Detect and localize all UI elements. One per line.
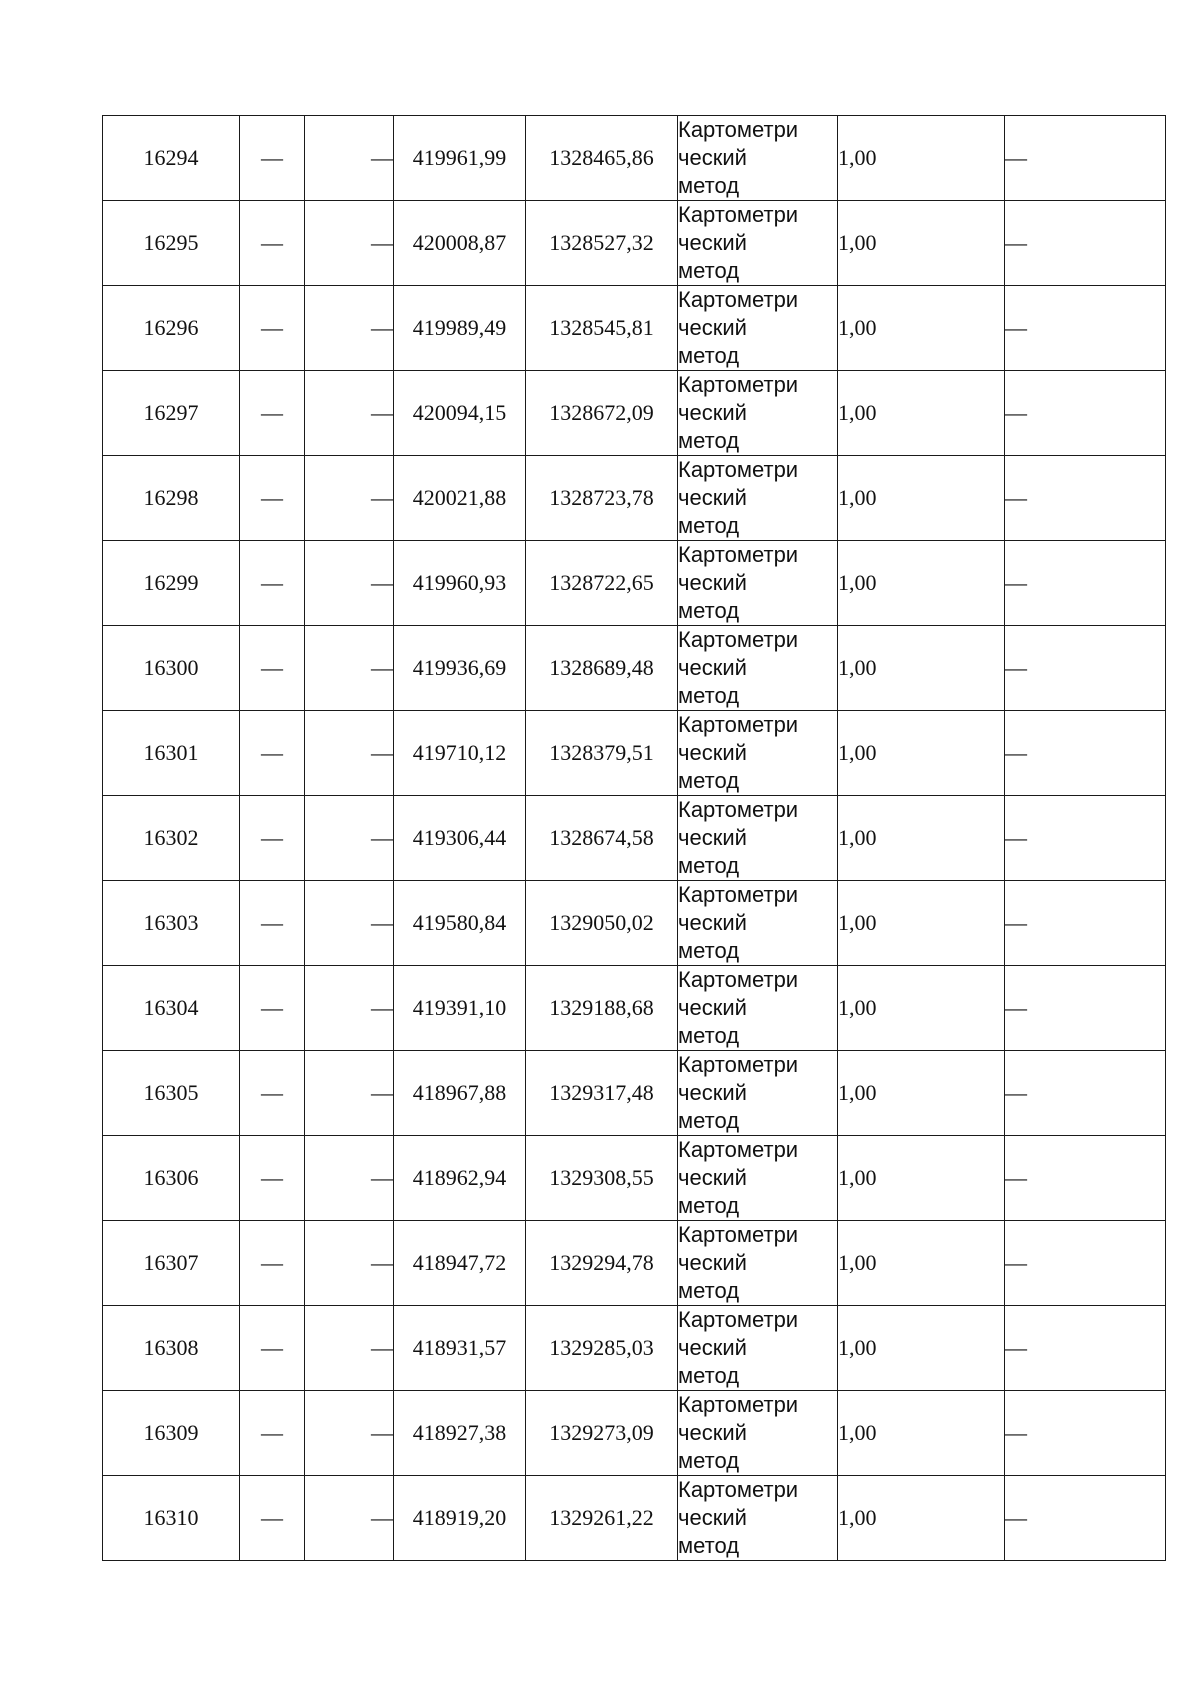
x-coordinate-cell: [394, 116, 526, 201]
table-row: [103, 1476, 1166, 1561]
dash-mark-1: —: [261, 570, 283, 595]
method-text: Картометри ческий метод: [678, 1222, 799, 1303]
note-dash: —: [1005, 1505, 1027, 1530]
x-coordinate: 419960,93: [412, 570, 507, 595]
x-coordinate-cell: [394, 626, 526, 711]
dash-mark-1: —: [261, 1080, 283, 1105]
method-cell: [678, 456, 838, 541]
x-coordinate-cell: [394, 1051, 526, 1136]
method-cell: [678, 626, 838, 711]
x-coordinate: 418927,38: [412, 1420, 507, 1445]
dash-mark-2: —: [371, 570, 393, 595]
table-row: [103, 116, 1166, 201]
accuracy-value: 1,00: [838, 485, 877, 510]
note-cell: [1005, 1136, 1166, 1221]
x-coordinate: 419710,12: [412, 740, 507, 765]
empty-value-cell-1: [240, 1051, 305, 1136]
y-coordinate-cell: [526, 1051, 678, 1136]
accuracy-value: 1,00: [838, 400, 877, 425]
x-coordinate-cell: [394, 1221, 526, 1306]
y-coordinate: 1328722,65: [549, 570, 654, 595]
empty-value-cell-2: [305, 286, 394, 371]
x-coordinate-cell: [394, 286, 526, 371]
y-coordinate-cell: [526, 541, 678, 626]
method-cell: [678, 116, 838, 201]
y-coordinate: 1329188,68: [549, 995, 654, 1020]
point-number: 16308: [143, 1335, 199, 1360]
y-coordinate-cell: [526, 456, 678, 541]
table-body: [103, 116, 1166, 1561]
point-number-cell: [103, 116, 240, 201]
method-cell: [678, 711, 838, 796]
note-dash: —: [1005, 1420, 1027, 1445]
empty-value-cell-2: [305, 1221, 394, 1306]
note-dash: —: [1005, 1165, 1027, 1190]
accuracy-value: 1,00: [838, 230, 877, 255]
accuracy-cell: [838, 116, 1005, 201]
point-number-cell: [103, 201, 240, 286]
dash-mark-2: —: [371, 1080, 393, 1105]
y-coordinate: 1329285,03: [549, 1335, 654, 1360]
empty-value-cell-2: [305, 966, 394, 1051]
method-text: Картометри ческий метод: [678, 1477, 799, 1558]
empty-value-cell-1: [240, 1476, 305, 1561]
method-cell: [678, 1221, 838, 1306]
empty-value-cell-2: [305, 1476, 394, 1561]
dash-mark-2: —: [371, 315, 393, 340]
dash-mark-1: —: [261, 740, 283, 765]
empty-value-cell-2: [305, 456, 394, 541]
accuracy-value: 1,00: [838, 1505, 877, 1530]
point-number: 16295: [143, 230, 199, 255]
empty-value-cell-2: [305, 796, 394, 881]
dash-mark-1: —: [261, 315, 283, 340]
accuracy-cell: [838, 1136, 1005, 1221]
table-row: [103, 371, 1166, 456]
accuracy-cell: [838, 1306, 1005, 1391]
empty-value-cell-1: [240, 1221, 305, 1306]
x-coordinate-cell: [394, 201, 526, 286]
x-coordinate: 420094,15: [412, 400, 507, 425]
accuracy-cell: [838, 711, 1005, 796]
note-cell: [1005, 371, 1166, 456]
accuracy-cell: [838, 1221, 1005, 1306]
dash-mark-2: —: [371, 825, 393, 850]
note-dash: —: [1005, 230, 1027, 255]
point-number-cell: [103, 796, 240, 881]
note-dash: —: [1005, 315, 1027, 340]
method-text: Картометри ческий метод: [678, 1307, 799, 1388]
method-cell: [678, 1136, 838, 1221]
empty-value-cell-1: [240, 881, 305, 966]
point-number: 16297: [143, 400, 199, 425]
y-coordinate-cell: [526, 1221, 678, 1306]
y-coordinate-cell: [526, 796, 678, 881]
accuracy-cell: [838, 456, 1005, 541]
method-cell: [678, 966, 838, 1051]
point-number-cell: [103, 1136, 240, 1221]
note-cell: [1005, 796, 1166, 881]
empty-value-cell-2: [305, 371, 394, 456]
empty-value-cell-1: [240, 286, 305, 371]
method-text: Картометри ческий метод: [678, 1392, 799, 1473]
point-number-cell: [103, 626, 240, 711]
point-number-cell: [103, 371, 240, 456]
method-text: Картометри ческий метод: [678, 797, 799, 878]
empty-value-cell-2: [305, 711, 394, 796]
empty-value-cell-2: [305, 541, 394, 626]
y-coordinate: 1328465,86: [549, 145, 654, 170]
x-coordinate: 419989,49: [412, 315, 507, 340]
point-number: 16310: [143, 1505, 199, 1530]
table-row: [103, 881, 1166, 966]
dash-mark-1: —: [261, 1250, 283, 1275]
table-row: [103, 286, 1166, 371]
x-coordinate-cell: [394, 1136, 526, 1221]
dash-mark-2: —: [371, 910, 393, 935]
point-number-cell: [103, 966, 240, 1051]
empty-value-cell-2: [305, 881, 394, 966]
empty-value-cell-1: [240, 626, 305, 711]
accuracy-cell: [838, 626, 1005, 711]
y-coordinate-cell: [526, 1136, 678, 1221]
method-text: Картометри ческий метод: [678, 457, 799, 538]
note-cell: [1005, 966, 1166, 1051]
note-cell: [1005, 201, 1166, 286]
accuracy-value: 1,00: [838, 655, 877, 680]
table-row: [103, 1136, 1166, 1221]
empty-value-cell-1: [240, 371, 305, 456]
accuracy-cell: [838, 881, 1005, 966]
method-cell: [678, 1051, 838, 1136]
y-coordinate: 1328674,58: [549, 825, 654, 850]
empty-value-cell-1: [240, 711, 305, 796]
empty-value-cell-2: [305, 1051, 394, 1136]
dash-mark-2: —: [371, 400, 393, 425]
y-coordinate-cell: [526, 881, 678, 966]
x-coordinate-cell: [394, 456, 526, 541]
method-cell: [678, 1306, 838, 1391]
accuracy-value: 1,00: [838, 825, 877, 850]
y-coordinate: 1328527,32: [549, 230, 654, 255]
method-text: Картометри ческий метод: [678, 1052, 799, 1133]
x-coordinate-cell: [394, 1391, 526, 1476]
empty-value-cell-2: [305, 116, 394, 201]
dash-mark-1: —: [261, 825, 283, 850]
point-number-cell: [103, 1476, 240, 1561]
dash-mark-1: —: [261, 1335, 283, 1360]
accuracy-cell: [838, 541, 1005, 626]
table-row: [103, 541, 1166, 626]
point-number-cell: [103, 456, 240, 541]
x-coordinate: 419961,99: [412, 145, 507, 170]
method-cell: [678, 541, 838, 626]
note-cell: [1005, 626, 1166, 711]
point-number-cell: [103, 1221, 240, 1306]
note-dash: —: [1005, 655, 1027, 680]
point-number: 16304: [143, 995, 199, 1020]
note-cell: [1005, 711, 1166, 796]
accuracy-value: 1,00: [838, 1335, 877, 1360]
y-coordinate-cell: [526, 1306, 678, 1391]
dash-mark-2: —: [371, 1250, 393, 1275]
accuracy-cell: [838, 1391, 1005, 1476]
note-dash: —: [1005, 1335, 1027, 1360]
empty-value-cell-2: [305, 626, 394, 711]
point-number: 16306: [143, 1165, 199, 1190]
dash-mark-1: —: [261, 910, 283, 935]
accuracy-cell: [838, 201, 1005, 286]
x-coordinate: 418931,57: [412, 1335, 507, 1360]
y-coordinate: 1328379,51: [549, 740, 654, 765]
dash-mark-2: —: [371, 1420, 393, 1445]
x-coordinate-cell: [394, 711, 526, 796]
method-cell: [678, 286, 838, 371]
point-number: 16299: [143, 570, 199, 595]
y-coordinate-cell: [526, 1391, 678, 1476]
x-coordinate-cell: [394, 1306, 526, 1391]
y-coordinate: 1328723,78: [549, 485, 654, 510]
x-coordinate: 418962,94: [412, 1165, 507, 1190]
point-number: 16303: [143, 910, 199, 935]
note-cell: [1005, 1306, 1166, 1391]
table-row: [103, 966, 1166, 1051]
method-text: Картометри ческий метод: [678, 712, 799, 793]
accuracy-value: 1,00: [838, 315, 877, 340]
y-coordinate-cell: [526, 966, 678, 1051]
method-cell: [678, 796, 838, 881]
accuracy-cell: [838, 966, 1005, 1051]
point-number-cell: [103, 1391, 240, 1476]
accuracy-value: 1,00: [838, 740, 877, 765]
dash-mark-1: —: [261, 230, 283, 255]
x-coordinate: 419936,69: [412, 655, 507, 680]
coordinates-table: [102, 115, 1166, 1561]
method-text: Картометри ческий метод: [678, 1137, 799, 1218]
accuracy-value: 1,00: [838, 145, 877, 170]
method-cell: [678, 1476, 838, 1561]
point-number: 16298: [143, 485, 199, 510]
y-coordinate: 1329308,55: [549, 1165, 654, 1190]
dash-mark-2: —: [371, 740, 393, 765]
dash-mark-2: —: [371, 145, 393, 170]
empty-value-cell-1: [240, 1391, 305, 1476]
point-number-cell: [103, 1306, 240, 1391]
note-dash: —: [1005, 740, 1027, 765]
dash-mark-1: —: [261, 400, 283, 425]
y-coordinate: 1328545,81: [549, 315, 654, 340]
dash-mark-1: —: [261, 485, 283, 510]
dash-mark-2: —: [371, 995, 393, 1020]
note-dash: —: [1005, 485, 1027, 510]
dash-mark-1: —: [261, 995, 283, 1020]
x-coordinate-cell: [394, 881, 526, 966]
point-number-cell: [103, 881, 240, 966]
method-cell: [678, 1391, 838, 1476]
x-coordinate: 420021,88: [412, 485, 507, 510]
note-cell: [1005, 881, 1166, 966]
table-row: [103, 796, 1166, 881]
x-coordinate: 419306,44: [412, 825, 507, 850]
dash-mark-1: —: [261, 655, 283, 680]
table-row: [103, 626, 1166, 711]
dash-mark-1: —: [261, 1420, 283, 1445]
empty-value-cell-2: [305, 201, 394, 286]
accuracy-cell: [838, 371, 1005, 456]
accuracy-value: 1,00: [838, 570, 877, 595]
table-row: [103, 711, 1166, 796]
dash-mark-2: —: [371, 1335, 393, 1360]
point-number-cell: [103, 286, 240, 371]
x-coordinate-cell: [394, 371, 526, 456]
dash-mark-2: —: [371, 230, 393, 255]
accuracy-cell: [838, 286, 1005, 371]
point-number: 16305: [143, 1080, 199, 1105]
y-coordinate: 1329273,09: [549, 1420, 654, 1445]
note-dash: —: [1005, 1080, 1027, 1105]
note-cell: [1005, 541, 1166, 626]
x-coordinate: 419391,10: [412, 995, 507, 1020]
x-coordinate: 419580,84: [412, 910, 507, 935]
y-coordinate-cell: [526, 1476, 678, 1561]
accuracy-value: 1,00: [838, 1165, 877, 1190]
empty-value-cell-1: [240, 966, 305, 1051]
note-cell: [1005, 1476, 1166, 1561]
x-coordinate: 418947,72: [412, 1250, 507, 1275]
table-row: [103, 201, 1166, 286]
accuracy-value: 1,00: [838, 1250, 877, 1275]
y-coordinate: 1329317,48: [549, 1080, 654, 1105]
table-row: [103, 1306, 1166, 1391]
note-cell: [1005, 1391, 1166, 1476]
empty-value-cell-2: [305, 1136, 394, 1221]
note-dash: —: [1005, 995, 1027, 1020]
note-cell: [1005, 1051, 1166, 1136]
method-text: Картометри ческий метод: [678, 117, 799, 198]
empty-value-cell-1: [240, 456, 305, 541]
y-coordinate-cell: [526, 286, 678, 371]
y-coordinate: 1328689,48: [549, 655, 654, 680]
method-text: Картометри ческий метод: [678, 882, 799, 963]
x-coordinate-cell: [394, 541, 526, 626]
empty-value-cell-1: [240, 1136, 305, 1221]
method-cell: [678, 371, 838, 456]
accuracy-value: 1,00: [838, 1080, 877, 1105]
point-number: 16309: [143, 1420, 199, 1445]
y-coordinate: 1328672,09: [549, 400, 654, 425]
x-coordinate-cell: [394, 796, 526, 881]
y-coordinate: 1329050,02: [549, 910, 654, 935]
y-coordinate: 1329294,78: [549, 1250, 654, 1275]
x-coordinate: 418919,20: [412, 1505, 507, 1530]
method-text: Картометри ческий метод: [678, 372, 799, 453]
y-coordinate-cell: [526, 371, 678, 456]
note-dash: —: [1005, 570, 1027, 595]
note-dash: —: [1005, 910, 1027, 935]
point-number: 16307: [143, 1250, 199, 1275]
point-number: 16294: [143, 145, 199, 170]
empty-value-cell-1: [240, 116, 305, 201]
accuracy-cell: [838, 1476, 1005, 1561]
note-cell: [1005, 456, 1166, 541]
point-number: 16300: [143, 655, 199, 680]
method-cell: [678, 201, 838, 286]
point-number: 16302: [143, 825, 199, 850]
method-text: Картометри ческий метод: [678, 967, 799, 1048]
point-number: 16301: [143, 740, 199, 765]
table-row: [103, 1221, 1166, 1306]
accuracy-cell: [838, 1051, 1005, 1136]
dash-mark-1: —: [261, 1165, 283, 1190]
y-coordinate-cell: [526, 711, 678, 796]
note-cell: [1005, 116, 1166, 201]
dash-mark-2: —: [371, 655, 393, 680]
accuracy-value: 1,00: [838, 1420, 877, 1445]
point-number: 16296: [143, 315, 199, 340]
x-coordinate: 420008,87: [412, 230, 507, 255]
table-row: [103, 1391, 1166, 1476]
point-number-cell: [103, 541, 240, 626]
accuracy-value: 1,00: [838, 910, 877, 935]
y-coordinate: 1329261,22: [549, 1505, 654, 1530]
table-row: [103, 1051, 1166, 1136]
y-coordinate-cell: [526, 626, 678, 711]
note-dash: —: [1005, 145, 1027, 170]
note-dash: —: [1005, 1250, 1027, 1275]
dash-mark-1: —: [261, 145, 283, 170]
empty-value-cell-1: [240, 1306, 305, 1391]
table-row: [103, 456, 1166, 541]
accuracy-cell: [838, 796, 1005, 881]
x-coordinate: 418967,88: [412, 1080, 507, 1105]
y-coordinate-cell: [526, 116, 678, 201]
empty-value-cell-2: [305, 1306, 394, 1391]
method-text: Картометри ческий метод: [678, 542, 799, 623]
dash-mark-2: —: [371, 485, 393, 510]
method-text: Картометри ческий метод: [678, 627, 799, 708]
empty-value-cell-2: [305, 1391, 394, 1476]
dash-mark-1: —: [261, 1505, 283, 1530]
note-cell: [1005, 1221, 1166, 1306]
note-cell: [1005, 286, 1166, 371]
point-number-cell: [103, 711, 240, 796]
x-coordinate-cell: [394, 1476, 526, 1561]
y-coordinate-cell: [526, 201, 678, 286]
accuracy-value: 1,00: [838, 995, 877, 1020]
empty-value-cell-1: [240, 796, 305, 881]
point-number-cell: [103, 1051, 240, 1136]
method-cell: [678, 881, 838, 966]
note-dash: —: [1005, 825, 1027, 850]
empty-value-cell-1: [240, 541, 305, 626]
empty-value-cell-1: [240, 201, 305, 286]
method-text: Картометри ческий метод: [678, 287, 799, 368]
x-coordinate-cell: [394, 966, 526, 1051]
method-text: Картометри ческий метод: [678, 202, 799, 283]
dash-mark-2: —: [371, 1505, 393, 1530]
dash-mark-2: —: [371, 1165, 393, 1190]
note-dash: —: [1005, 400, 1027, 425]
